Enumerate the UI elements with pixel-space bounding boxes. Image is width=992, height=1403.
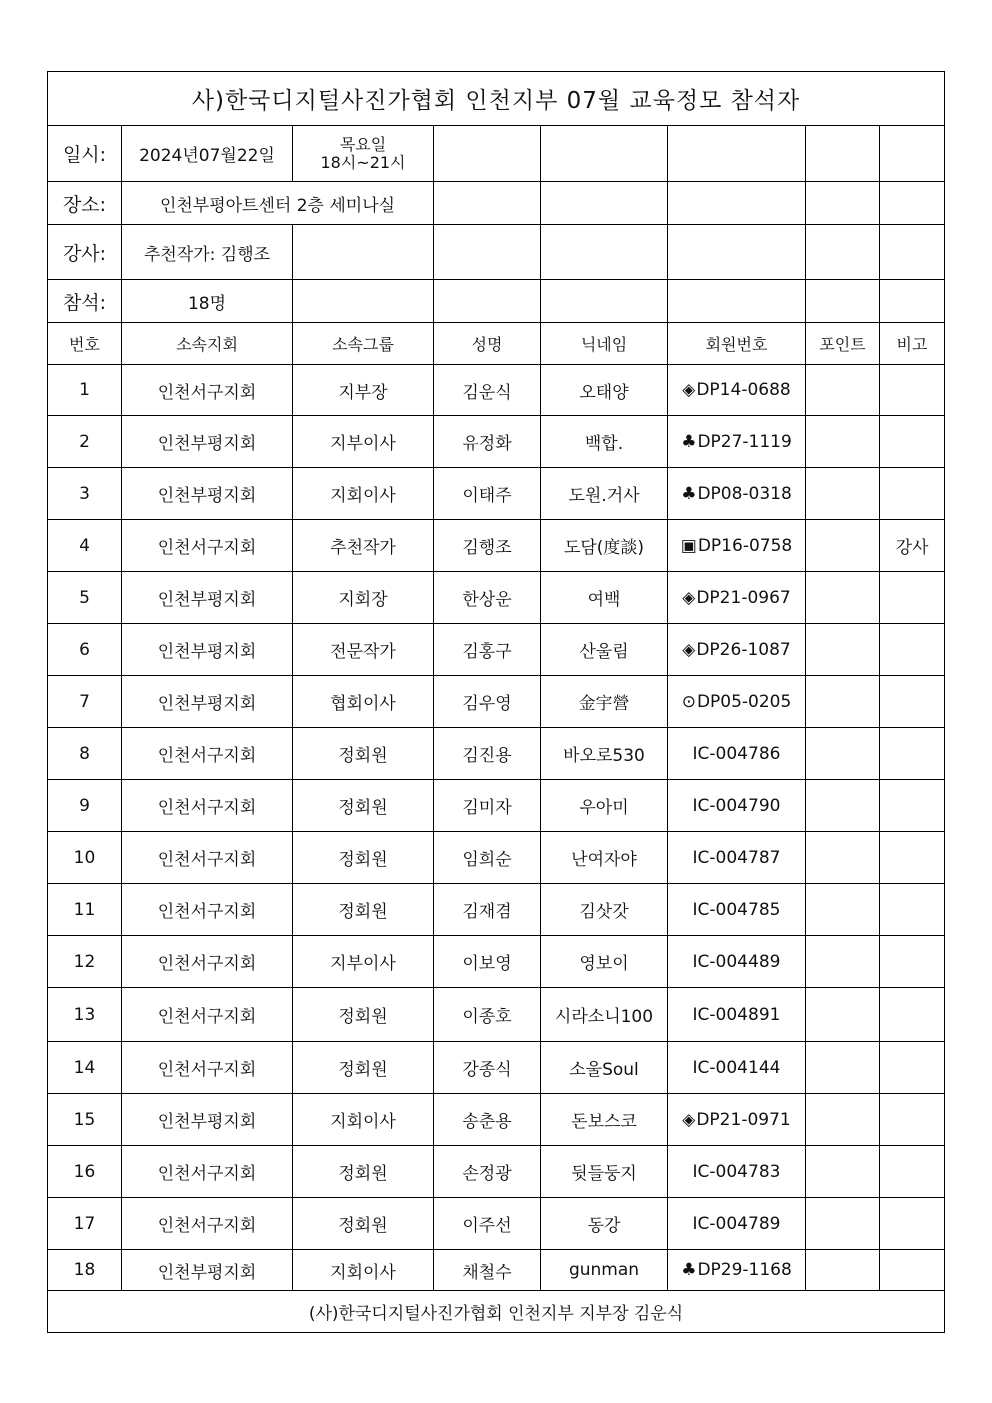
row-member-id-cell (668, 780, 806, 832)
row-member-id-cell (668, 988, 806, 1042)
row-note-cell (880, 832, 945, 884)
row-point-cell (806, 1146, 880, 1198)
table-row (48, 936, 945, 988)
col-header-member-id: 회원번호 (668, 323, 806, 365)
row-note-cell (880, 1094, 945, 1146)
row-group-cell: 지회이사 (293, 1094, 434, 1146)
member-id-text: DP21-0967 (696, 587, 791, 608)
row-branch-cell: 인천서구지회 (122, 1198, 293, 1250)
row-group-cell: 정회원 (293, 832, 434, 884)
row-note-cell (880, 884, 945, 936)
row-member-id-cell (668, 520, 806, 572)
row-point-cell (806, 728, 880, 780)
row-point-cell (806, 1250, 880, 1291)
table-row (48, 468, 945, 520)
col-header-note: 비고 (880, 323, 945, 365)
row-nickname-cell: 산울림 (541, 624, 668, 676)
row-note-cell (880, 936, 945, 988)
row-name-cell: 손정광 (434, 1146, 541, 1198)
row-point-cell (806, 676, 880, 728)
empty-cell (293, 280, 434, 323)
empty-cell (434, 182, 541, 225)
table-row (48, 988, 945, 1042)
row-nickname-cell: 오태양 (541, 365, 668, 416)
row-name-cell: 강종식 (434, 1042, 541, 1094)
member-grade-icon: ◈ (682, 1109, 696, 1130)
row-name-cell: 김진용 (434, 728, 541, 780)
row-group-cell: 정회원 (293, 1198, 434, 1250)
row-branch-cell: 인천서구지회 (122, 365, 293, 416)
row-branch-cell: 인천서구지회 (122, 884, 293, 936)
attend-value: 18명 (122, 280, 293, 323)
row-group-cell: 정회원 (293, 988, 434, 1042)
member-id-text: IC-004786 (692, 743, 781, 764)
row-note-cell (880, 1198, 945, 1250)
row-note-cell (880, 1042, 945, 1094)
row-name-cell: 김행조 (434, 520, 541, 572)
row-no-cell: 8 (48, 728, 122, 780)
day-value: 목요일 (339, 134, 387, 154)
row-no-cell: 12 (48, 936, 122, 988)
row-branch-cell: 인천부평지회 (122, 1094, 293, 1146)
row-member-id-cell (668, 1250, 806, 1291)
member-grade-icon: ▣ (680, 535, 697, 556)
col-header-group: 소속그룹 (293, 323, 434, 365)
row-no-cell: 9 (48, 780, 122, 832)
empty-cell (880, 225, 945, 280)
row-nickname-cell: 영보이 (541, 936, 668, 988)
member-id-text: DP27-1119 (697, 431, 792, 452)
date-label: 일시: (48, 126, 122, 182)
table-row (48, 1042, 945, 1094)
member-id-text: IC-004891 (692, 1004, 781, 1025)
member-id-text: IC-004783 (692, 1161, 781, 1182)
row-name-cell: 임희순 (434, 832, 541, 884)
member-grade-icon: ♣ (681, 483, 697, 504)
row-no-cell: 13 (48, 988, 122, 1042)
row-note-cell (880, 780, 945, 832)
row-no-cell: 15 (48, 1094, 122, 1146)
place-label: 장소: (48, 182, 122, 225)
row-member-id-cell (668, 832, 806, 884)
row-group-cell: 지부이사 (293, 936, 434, 988)
row-nickname-cell: 시라소니100 (541, 988, 668, 1042)
table-row (48, 780, 945, 832)
row-group-cell: 정회원 (293, 884, 434, 936)
member-grade-icon: ◈ (682, 380, 696, 400)
row-name-cell: 한상운 (434, 572, 541, 624)
table-row (48, 1198, 945, 1250)
row-point-cell (806, 572, 880, 624)
row-branch-cell: 인천서구지회 (122, 728, 293, 780)
table-row (48, 832, 945, 884)
row-point-cell (806, 832, 880, 884)
row-group-cell: 지부이사 (293, 416, 434, 468)
row-point-cell (806, 624, 880, 676)
col-header-point: 포인트 (806, 323, 880, 365)
member-id-text: DP14-0688 (696, 380, 791, 400)
row-member-id-cell (668, 1042, 806, 1094)
row-no-cell: 10 (48, 832, 122, 884)
row-no-cell: 7 (48, 676, 122, 728)
member-grade-icon: ◈ (682, 587, 696, 608)
table-row (48, 1094, 945, 1146)
row-no-cell: 2 (48, 416, 122, 468)
row-note-cell (880, 676, 945, 728)
row-nickname-cell: 뒷들둥지 (541, 1146, 668, 1198)
row-nickname-cell: gunman (541, 1250, 668, 1291)
place-value: 인천부평아트센터 2층 세미나실 (122, 182, 434, 225)
empty-cell (434, 280, 541, 323)
col-header-nickname: 닉네임 (541, 323, 668, 365)
member-id-text: IC-004144 (692, 1057, 781, 1078)
empty-cell (880, 182, 945, 225)
row-point-cell (806, 780, 880, 832)
row-point-cell (806, 1042, 880, 1094)
row-no-cell: 6 (48, 624, 122, 676)
row-note-cell (880, 728, 945, 780)
empty-cell (668, 182, 806, 225)
row-name-cell: 이종호 (434, 988, 541, 1042)
row-no-cell: 3 (48, 468, 122, 520)
row-nickname-cell: 金宇營 (541, 676, 668, 728)
row-point-cell (806, 520, 880, 572)
table-row (48, 676, 945, 728)
row-group-cell: 협회이사 (293, 676, 434, 728)
row-branch-cell: 인천서구지회 (122, 1042, 293, 1094)
row-member-id-cell (668, 1094, 806, 1146)
row-branch-cell: 인천부평지회 (122, 1250, 293, 1291)
row-member-id-cell (668, 624, 806, 676)
table-row (48, 728, 945, 780)
table-row (48, 1146, 945, 1198)
empty-cell (293, 225, 434, 280)
row-note-cell: 강사 (880, 520, 945, 572)
row-note-cell (880, 572, 945, 624)
instructor-value: 추천작가: 김행조 (122, 225, 293, 280)
row-branch-cell: 인천서구지회 (122, 780, 293, 832)
footer-signature: (사)한국디지털사진가협회 인천지부 지부장 김운식 (48, 1291, 945, 1333)
member-grade-icon: ♣ (681, 1260, 697, 1280)
table-row (48, 624, 945, 676)
row-point-cell (806, 468, 880, 520)
row-branch-cell: 인천부평지회 (122, 676, 293, 728)
row-member-id-cell (668, 365, 806, 416)
row-nickname-cell: 김삿갓 (541, 884, 668, 936)
row-name-cell: 김운식 (434, 365, 541, 416)
empty-cell (434, 126, 541, 182)
member-id-text: DP29-1168 (697, 1260, 792, 1280)
row-group-cell: 정회원 (293, 1042, 434, 1094)
row-point-cell (806, 884, 880, 936)
row-name-cell: 이태주 (434, 468, 541, 520)
row-name-cell: 이보영 (434, 936, 541, 988)
date-value: 2024년07월22일 (122, 126, 293, 182)
row-name-cell: 김미자 (434, 780, 541, 832)
empty-cell (668, 225, 806, 280)
row-branch-cell: 인천서구지회 (122, 988, 293, 1042)
col-header-no: 번호 (48, 323, 122, 365)
attendance-sheet (47, 71, 945, 1333)
member-id-text: DP26-1087 (696, 639, 791, 660)
row-no-cell: 18 (48, 1250, 122, 1291)
table-row (48, 416, 945, 468)
row-name-cell: 채철수 (434, 1250, 541, 1291)
row-nickname-cell: 난여자야 (541, 832, 668, 884)
row-member-id-cell (668, 572, 806, 624)
empty-cell (668, 126, 806, 182)
row-note-cell (880, 624, 945, 676)
row-member-id-cell (668, 884, 806, 936)
row-no-cell: 5 (48, 572, 122, 624)
empty-cell (806, 126, 880, 182)
row-point-cell (806, 1198, 880, 1250)
row-nickname-cell: 우아미 (541, 780, 668, 832)
row-member-id-cell (668, 676, 806, 728)
row-no-cell: 16 (48, 1146, 122, 1198)
row-nickname-cell: 바오로530 (541, 728, 668, 780)
empty-cell (806, 182, 880, 225)
row-branch-cell: 인천부평지회 (122, 624, 293, 676)
row-nickname-cell: 돈보스코 (541, 1094, 668, 1146)
row-group-cell: 지부장 (293, 365, 434, 416)
row-branch-cell: 인천서구지회 (122, 520, 293, 572)
table-row (48, 520, 945, 572)
row-point-cell (806, 1094, 880, 1146)
member-id-text: IC-004790 (692, 795, 781, 816)
row-member-id-cell (668, 936, 806, 988)
table-row (48, 1250, 945, 1291)
member-id-text: DP16-0758 (697, 535, 793, 556)
row-name-cell: 유정화 (434, 416, 541, 468)
row-nickname-cell: 도원.거사 (541, 468, 668, 520)
row-member-id-cell (668, 1146, 806, 1198)
row-no-cell: 4 (48, 520, 122, 572)
day-time-cell (293, 126, 434, 182)
row-nickname-cell: 백합. (541, 416, 668, 468)
member-id-text: DP08-0318 (697, 483, 792, 504)
table-row (48, 884, 945, 936)
row-group-cell: 지회이사 (293, 468, 434, 520)
empty-cell (541, 182, 668, 225)
column-header-row (48, 323, 945, 365)
member-id-text: IC-004787 (692, 847, 781, 868)
row-group-cell: 추천작가 (293, 520, 434, 572)
row-branch-cell: 인천부평지회 (122, 416, 293, 468)
row-branch-cell: 인천서구지회 (122, 832, 293, 884)
empty-cell (541, 126, 668, 182)
member-id-text: IC-004785 (692, 899, 781, 920)
row-note-cell (880, 416, 945, 468)
row-group-cell: 지회이사 (293, 1250, 434, 1291)
row-point-cell (806, 365, 880, 416)
row-name-cell: 이주선 (434, 1198, 541, 1250)
member-id-text: IC-004789 (692, 1213, 781, 1234)
row-note-cell (880, 1250, 945, 1291)
row-branch-cell: 인천서구지회 (122, 1146, 293, 1198)
row-group-cell: 정회원 (293, 1146, 434, 1198)
instructor-label: 강사: (48, 225, 122, 280)
page-title: 사)한국디지털사진가협회 인천지부 07월 교육정모 참석자 (48, 72, 945, 126)
row-nickname-cell: 여백 (541, 572, 668, 624)
row-nickname-cell: 도담(度談) (541, 520, 668, 572)
row-no-cell: 17 (48, 1198, 122, 1250)
row-group-cell: 지회장 (293, 572, 434, 624)
row-name-cell: 김재겸 (434, 884, 541, 936)
attend-label: 참석: (48, 280, 122, 323)
empty-cell (541, 280, 668, 323)
row-note-cell (880, 1146, 945, 1198)
row-note-cell (880, 468, 945, 520)
member-id-text: DP05-0205 (696, 691, 792, 712)
empty-cell (434, 225, 541, 280)
row-note-cell (880, 988, 945, 1042)
row-member-id-cell (668, 416, 806, 468)
row-no-cell: 11 (48, 884, 122, 936)
table-row (48, 572, 945, 624)
row-name-cell: 송춘용 (434, 1094, 541, 1146)
col-header-name: 성명 (434, 323, 541, 365)
member-grade-icon: ⊙ (681, 691, 696, 712)
row-no-cell: 1 (48, 365, 122, 416)
empty-cell (880, 280, 945, 323)
empty-cell (806, 225, 880, 280)
member-id-text: DP21-0971 (696, 1109, 791, 1130)
row-branch-cell: 인천부평지회 (122, 572, 293, 624)
row-member-id-cell (668, 728, 806, 780)
row-branch-cell: 인천서구지회 (122, 936, 293, 988)
row-name-cell: 김우영 (434, 676, 541, 728)
row-group-cell: 정회원 (293, 780, 434, 832)
table-row (48, 365, 945, 416)
row-member-id-cell (668, 1198, 806, 1250)
row-nickname-cell: 동강 (541, 1198, 668, 1250)
row-point-cell (806, 416, 880, 468)
row-nickname-cell: 소울Soul (541, 1042, 668, 1094)
row-group-cell: 정회원 (293, 728, 434, 780)
row-branch-cell: 인천부평지회 (122, 468, 293, 520)
member-id-text: IC-004489 (692, 951, 781, 972)
col-header-branch: 소속지회 (122, 323, 293, 365)
row-member-id-cell (668, 468, 806, 520)
row-no-cell: 14 (48, 1042, 122, 1094)
empty-cell (880, 126, 945, 182)
row-note-cell (880, 365, 945, 416)
empty-cell (668, 280, 806, 323)
row-point-cell (806, 936, 880, 988)
row-group-cell: 전문작가 (293, 624, 434, 676)
row-name-cell: 김홍구 (434, 624, 541, 676)
empty-cell (541, 225, 668, 280)
time-value: 18시~21시 (320, 152, 406, 172)
member-grade-icon: ♣ (681, 431, 697, 452)
empty-cell (806, 280, 880, 323)
member-grade-icon: ◈ (682, 639, 696, 660)
row-point-cell (806, 988, 880, 1042)
